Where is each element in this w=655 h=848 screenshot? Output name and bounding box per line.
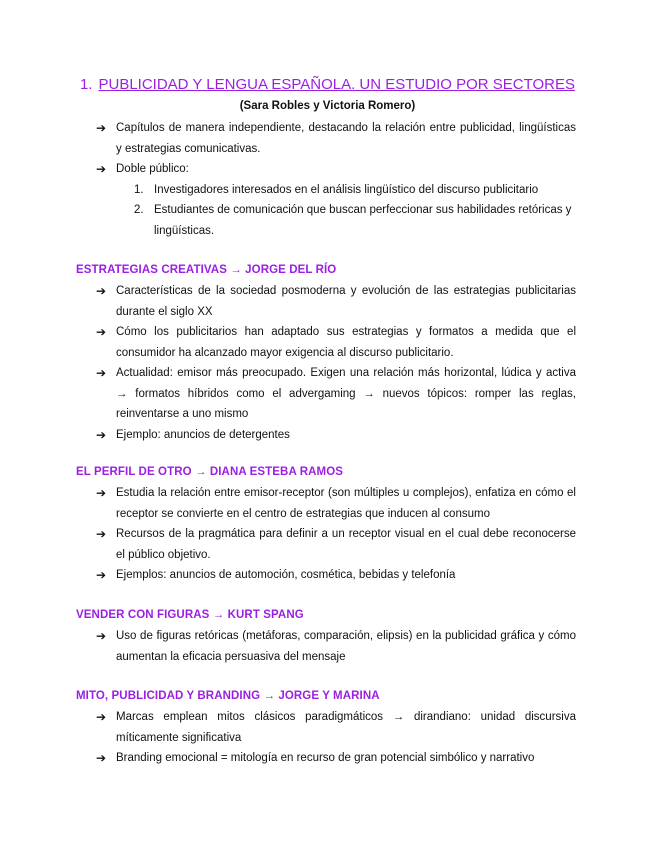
list-item: ➔ Branding emocional = mitología en recurso de gran potencial simbólico y narrativo <box>96 748 576 769</box>
section-list-estrategias <box>96 281 576 445</box>
list-item: ➔ Marcas emplean mitos clásicos paradigmáticos → dirandiano: unidad discursiva míticamente significativa <box>96 707 576 748</box>
list-item: ➔ Capítulos de manera independiente, destacando la relación entre publicidad, lingüísticas y estrategias comunicativas. <box>96 118 576 159</box>
arrow-bullet-icon: ➔ <box>96 629 107 643</box>
document-title <box>0 76 655 93</box>
arrow-bullet-icon: ➔ <box>96 162 107 176</box>
numbered-item: 2. Estudiantes de comunicación que buscan perfeccionar sus habilidades retóricas y lingüísticas. <box>134 204 572 237</box>
arrow-bullet-icon: ➔ <box>96 710 107 724</box>
authors-subtitle: (Sara Robles y Victoria Romero) <box>239 100 416 112</box>
list-item: ➔ Doble público: 1. Investigadores interesados en el análisis lingüístico del discurso publicitario 2. Estudiantes de comunicación que buscan perfeccionar sus habilidades retóricas y lingüísticas. <box>96 159 576 241</box>
section-heading-mito: MITO, PUBLICIDAD Y BRANDING → JORGE Y MARINA <box>76 690 380 702</box>
intro-list <box>96 118 576 241</box>
section-list-figuras <box>96 626 576 667</box>
arrow-bullet-icon: ➔ <box>96 121 107 135</box>
section-heading-perfil: EL PERFIL DE OTRO → DIANA ESTEBA RAMOS <box>76 466 344 478</box>
arrow-bullet-icon: ➔ <box>96 366 107 380</box>
list-item: ➔ Actualidad: emisor más preocupado. Exigen una relación más horizontal, lúdica y activa → formatos híbridos como el advergaming → nuevos tópicos: romper las reglas, reinventarse a uno mismo <box>96 363 576 425</box>
audience-sublist <box>116 180 576 242</box>
section-heading-estrategias: ESTRATEGIAS CREATIVAS → JORGE DEL RÍO <box>76 264 337 276</box>
section-list-mito <box>96 707 576 769</box>
title-number: 1. <box>79 76 93 93</box>
arrow-bullet-icon: ➔ <box>96 527 107 541</box>
title-text: PUBLICIDAD Y LENGUA ESPAÑOLA. UN ESTUDIO POR SECTORES <box>98 76 576 93</box>
section-heading-figuras: VENDER CON FIGURAS → KURT SPANG <box>76 609 304 621</box>
arrow-bullet-icon: ➔ <box>96 751 107 765</box>
arrow-bullet-icon: ➔ <box>96 325 107 339</box>
arrow-bullet-icon: ➔ <box>96 568 107 582</box>
list-item: ➔ Ejemplo: anuncios de detergentes <box>96 425 576 446</box>
list-item: ➔ Cómo los publicitarios han adaptado sus estrategias y formatos a medida que el consumidor ha alcanzado mayor exigencia al discurso publicitario. <box>96 322 576 363</box>
list-item: ➔ Recursos de la pragmática para definir a un receptor visual en el cual debe reconocerse el público objetivo. <box>96 524 576 565</box>
arrow-bullet-icon: ➔ <box>96 427 107 442</box>
list-item: ➔ Uso de figuras retóricas (metáforas, comparación, elipsis) en la publicidad gráfica y cómo aumentan la eficacia persuasiva del mensaje <box>96 626 576 667</box>
list-item: ➔ Ejemplos: anuncios de automoción, cosmética, bebidas y telefonía <box>96 565 576 586</box>
list-item: ➔ Estudia la relación entre emisor-receptor (son múltiples u complejos), enfatiza en cómo el receptor se convierte en el centro de estrategias que inducen al consumo <box>96 483 576 524</box>
numbered-item: 1. Investigadores interesados en el análisis lingüístico del discurso publicitario <box>134 183 539 196</box>
arrow-bullet-icon: ➔ <box>96 486 107 500</box>
arrow-bullet-icon: ➔ <box>96 284 107 298</box>
section-list-perfil <box>96 483 576 586</box>
list-item: ➔ Características de la sociedad posmoderna y evolución de las estrategias publicitarias durante el siglo XX <box>96 281 576 322</box>
